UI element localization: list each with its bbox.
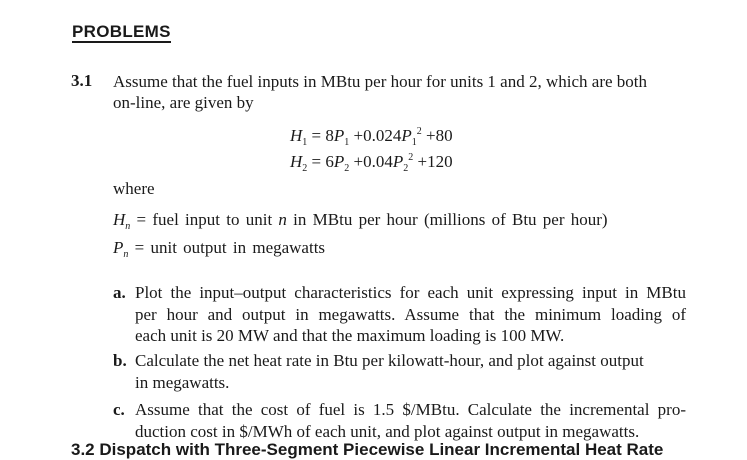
part-a-line-1: Plot the input–output characteristics for each unit expressing input in MBtu — [135, 283, 686, 302]
problem-number: 3.1 — [71, 71, 93, 90]
part-a-line-3: each unit is 20 MW and that the maximum loading is 100 MW. — [135, 326, 565, 345]
definition-h: $H_n$ = fuel input to unit n in MBtu per hour (millions of Btu per hour) — [113, 210, 608, 232]
part-b-line-1: Calculate the net heat rate in Btu per kilowatt-hour, and plot against output — [135, 351, 644, 370]
problem-intro-line-2: on-line, are given by — [113, 93, 254, 112]
part-c-line-1: Assume that the cost of fuel is 1.5 $/MBtu. Calculate the incremental pro- — [135, 400, 686, 419]
problem-intro-line-1: Assume that the fuel inputs in MBtu per hour for units 1 and 2, which are both — [113, 72, 647, 91]
section-heading: PROBLEMS — [72, 22, 171, 41]
part-b-line-2: in megawatts. — [135, 372, 230, 392]
next-problem-heading: 3.2 Dispatch with Three-Segment Piecewise Linear Incremental Heat Rate — [71, 440, 664, 459]
part-a-label: a. — [113, 283, 126, 302]
equation-h2: $H_2 = 6P_2 +0.04P_2^2 +120$ — [290, 152, 453, 174]
part-c-line-2: duction cost in $/MWh of each unit, and plot against output in megawatts. — [135, 421, 640, 441]
part-c-label: c. — [113, 400, 125, 419]
part-b-label: b. — [113, 351, 127, 370]
where-label: where — [113, 179, 155, 198]
part-a-line-2: per hour and output in megawatts. Assume that the minimum loading of — [135, 304, 686, 324]
equation-h1: $H_1 = 8P_1 +0.024P_1^2 +80$ — [290, 126, 453, 148]
definition-p: $P_n$ = unit output in megawatts — [113, 238, 326, 260]
